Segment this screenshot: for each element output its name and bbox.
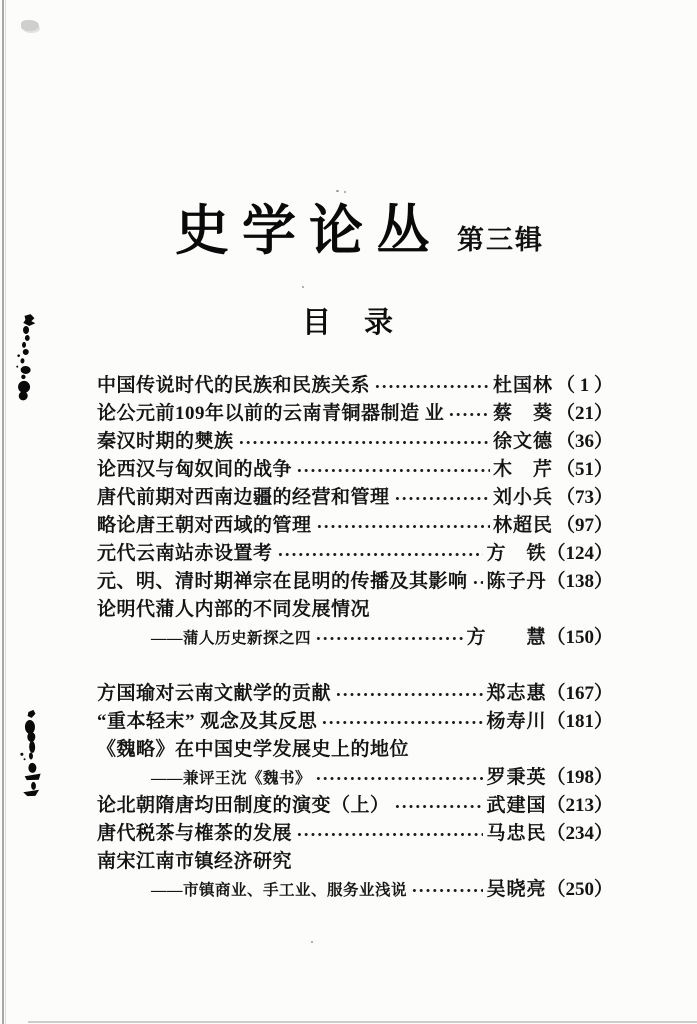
toc-entry-title: 中国传说时代的民族和民族关系: [97, 375, 371, 396]
toc-entry-title: 《魏略》在中国史学发展史上的地位: [97, 739, 410, 760]
page-left-edge-line: [2, 0, 4, 1024]
toc-entry-page: （213）: [546, 795, 613, 816]
toc-row: [97, 484, 613, 512]
toc-row: [97, 680, 613, 708]
toc-entry-title: 略论唐王朝对西域的管理: [97, 515, 312, 536]
toc-entry-page: （73）: [555, 487, 613, 508]
toc-entry-page: （167）: [546, 683, 613, 704]
toc-entry-title: 论北朝隋唐均田制度的演变（上）: [97, 795, 390, 816]
toc-entry-page: （124）: [546, 543, 613, 564]
dot-leader: [321, 719, 483, 726]
book-volume: 第三辑: [457, 225, 544, 255]
book-title: 史学论丛: [175, 201, 443, 261]
toc-entry-page: （21）: [555, 403, 613, 424]
toc-entry-author: 杜国林: [492, 375, 553, 396]
toc-entry-author: 蔡 葵: [492, 403, 553, 424]
toc-row: [97, 764, 613, 792]
toc-entry-title: ——市镇商业、手工业、服务业浅说: [151, 882, 408, 899]
dot-leader: [411, 887, 483, 894]
toc-row: [97, 820, 613, 848]
dot-leader: [277, 551, 484, 558]
dot-leader: [238, 439, 490, 446]
toc-entry-author: 徐文德: [492, 431, 553, 452]
toc-entry-author: 马忠民: [486, 823, 547, 844]
dot-leader: [315, 635, 463, 642]
toc-entry-page: （51）: [555, 459, 613, 480]
toc-row: [97, 792, 613, 820]
toc-row: [97, 428, 613, 456]
toc-entry-author: 武建国: [486, 795, 547, 816]
toc-entry-title: 论西汉与匈奴间的战争: [97, 459, 293, 480]
scan-speck: [302, 286, 304, 288]
dot-leader: [374, 383, 490, 390]
toc-entry-title: 唐代税茶与榷茶的发展: [97, 823, 293, 844]
toc-row: [97, 708, 613, 736]
toc-entry-author: 刘小兵: [492, 487, 553, 508]
toc-entry-title: 方国瑜对云南文献学的贡献: [97, 683, 332, 704]
page-left-edge-shadow: [5, 0, 6, 1024]
toc-row: [97, 596, 613, 624]
toc-row: [97, 736, 613, 764]
toc-row: [97, 848, 613, 876]
dot-leader: [315, 775, 483, 782]
ink-smudge-bottom: [16, 710, 44, 804]
contents-heading: 目 录: [301, 307, 395, 339]
toc-entry-page: （138）: [546, 571, 613, 592]
toc-entry-title: 秦汉时期的僰族: [97, 431, 234, 452]
scan-speck: [311, 941, 313, 943]
toc-entry-author: 方 慧: [466, 627, 547, 648]
toc-entry-page: （198）: [546, 767, 613, 788]
toc-entry-title: 论明代蒲人内部的不同发展情况: [97, 599, 371, 620]
toc-entry-page: （181）: [546, 711, 613, 732]
toc-entry-author: 杨寿川: [486, 711, 547, 732]
toc-entry-page: （250）: [546, 879, 613, 900]
dot-leader: [296, 831, 483, 838]
toc-entry-page: （36）: [555, 431, 613, 452]
toc-row: [97, 540, 613, 568]
toc-entry-title: ——蒲人历史新探之四: [151, 630, 312, 647]
toc-list: [97, 372, 613, 904]
toc-row: [97, 400, 613, 428]
toc-row: [97, 876, 613, 904]
toc-entry-author: 吴晓亮: [486, 879, 547, 900]
toc-entry-author: 罗秉英: [486, 767, 547, 788]
dot-leader: [316, 523, 490, 530]
toc-entry-title: ——兼评王沈《魏书》: [151, 770, 312, 787]
toc-entry-page: （ 1 ）: [555, 375, 613, 396]
toc-row: [97, 512, 613, 540]
toc-entry-author: 木 芹: [492, 459, 553, 480]
toc-entry-author: 林超民: [492, 515, 553, 536]
toc-row: [97, 568, 613, 596]
dot-leader: [394, 495, 490, 502]
page-bottom-edge-line: [28, 1021, 697, 1023]
toc-entry-title: 元、明、清时期禅宗在昆明的传播及其影响: [97, 571, 468, 592]
toc-row: [97, 456, 613, 484]
toc-entry-page: （234）: [546, 823, 613, 844]
toc-entry-page: （97）: [555, 515, 613, 536]
toc-entry-author: 陈子丹: [486, 571, 547, 592]
toc-row: [97, 372, 613, 400]
dot-leader: [472, 579, 484, 586]
toc-entry-page: （150）: [546, 627, 613, 648]
toc-entry-title: 论公元前109年以前的云南青铜器制造 业: [97, 403, 445, 424]
dot-leader: [335, 691, 483, 698]
pencil-smudge: [21, 20, 39, 31]
toc-entry-title: “重本轻末” 观念及其反思: [97, 711, 318, 732]
toc-entry-title: 唐代前期对西南边疆的经营和管理: [97, 487, 390, 508]
toc-entry-title: 元代云南站赤设置考: [97, 543, 273, 564]
title-block: [0, 188, 697, 265]
dot-leader: [448, 411, 490, 418]
toc-entry-title: 南宋江南市镇经济研究: [97, 851, 293, 872]
toc-entry-author: 方 铁: [486, 543, 547, 564]
dot-leader: [296, 467, 490, 474]
dot-leader: [394, 803, 484, 810]
toc-entry-author: 郑志惠: [486, 683, 547, 704]
toc-row: [97, 624, 613, 652]
